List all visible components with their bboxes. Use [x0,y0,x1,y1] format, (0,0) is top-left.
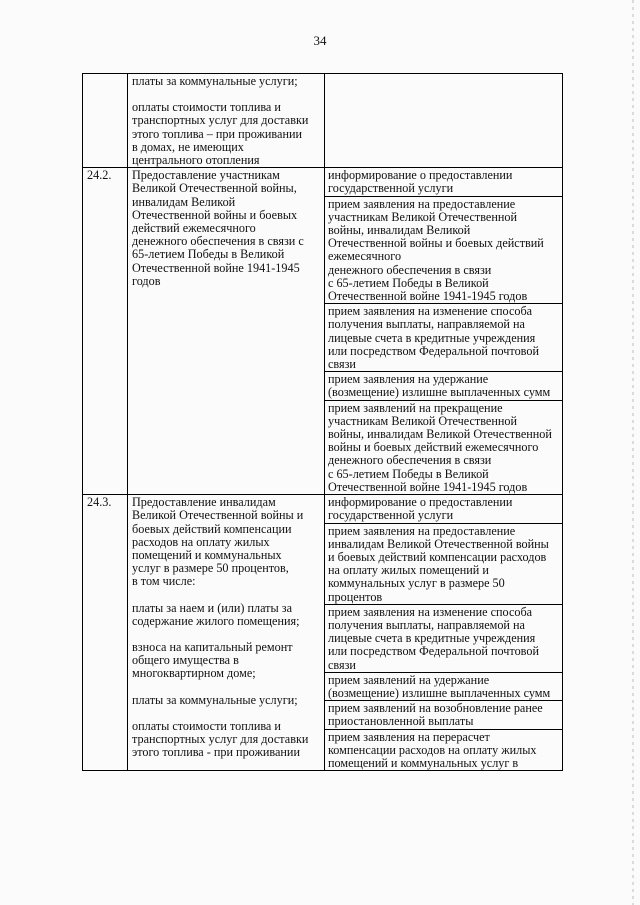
service-step-text: информирование о предоставлении государственной услуги [328,168,513,196]
service-steps-cell [325,495,563,771]
service-steps-cell [325,74,563,168]
service-step-text: прием заявлений на возобновление ранее приостановленной выплаты [328,701,543,729]
services-table [82,73,563,771]
service-step [325,401,562,494]
services-table-body [83,74,563,771]
description-paragraph: оплаты стоимости топлива и транспортных услуг для доставки этого топлива - при проживании [132,718,309,760]
service-step [325,197,562,305]
scan-edge [632,0,634,905]
description-paragraph: платы за коммунальные услуги; [132,74,298,88]
description-paragraph: взноса на капитальный ремонт общего имущества в многоквартирном доме; [132,639,293,681]
service-step [325,701,562,729]
service-step [325,304,562,372]
service-step-text: прием заявления на удержание (возмещение) излишне выплаченных сумм [328,372,551,400]
row-number [83,74,128,168]
service-step-text: прием заявления на предоставление участникам Великой Отечественной войны, инвалидам Великой Отечественной войны и боевых действий ежемесячного денежного обеспечения в связи с 65-летием Победы в Великой Отечественной войне 1941-1945 годов [328,196,544,304]
table-row [83,74,563,168]
description-paragraph: платы за коммунальные услуги; [132,692,298,707]
service-step-text: информирование о предоставлении государственной услуги [328,495,513,523]
service-step [325,524,562,605]
service-steps-cell [325,168,563,495]
service-description-cell [128,74,325,168]
service-step [325,673,562,701]
service-step-text: прием заявлений на прекращение участникам Великой Отечественной войны, инвалидам Великой Отечественной войны и боевых действий ежемесячного денежного обеспечения в связи с 65-летием Победы в Великой Отечественной войне 1941-1945 годов [328,400,552,494]
service-step [325,495,562,523]
page-number: 34 [313,33,327,48]
row-number: 24.3. [83,495,128,771]
service-step [325,730,562,771]
service-step-text: прием заявления на изменение способа получения выплаты, направляемой на лицевые счета в кредитные учреждения или посредством Федеральной почтовой связи [328,304,539,372]
table-row [83,168,563,495]
service-step [325,168,562,196]
service-step-text: прием заявления на изменение способа получения выплаты, направляемой на лицевые счета в кредитные учреждения или посредством Федеральной почтовой связи [328,604,539,672]
service-description-cell [128,168,325,495]
description-paragraph: платы за наем и (или) платы за содержание жилого помещения; [132,600,300,628]
table-row [83,495,563,771]
service-step-text: прием заявления на предоставление инвалидам Великой Отечественной войны и боевых действий компенсации расходов на оплату жилых помещений и коммунальных услуг в размере 50 процентов [328,523,549,604]
service-description-cell [128,495,325,771]
service-step [325,372,562,400]
service-step [325,605,562,673]
service-step-text: прием заявления на перерасчет компенсации расходов на оплату жилых помещений и коммунальных услуг в [328,729,537,770]
row-number: 24.2. [83,168,128,495]
services-table-frame [82,73,563,905]
description-paragraph: Предоставление участникам Великой Отечественной войны, инвалидам Великой Отечественной войны и боевых действий ежемесячного денежного обеспечения в связи с 65-летием Победы в Великой Отечественной войне 1941-1945 годов [132,168,304,288]
description-paragraph: Предоставление инвалидам Великой Отечественной войны и боевых действий компенсации расходов на оплату жилых помещений и коммунальных услуг в размере 50 процентов, в том числе: [132,495,304,589]
service-step-text: прием заявлений на удержание (возмещение) излишне выплаченных сумм [328,672,551,700]
description-paragraph: оплаты стоимости топлива и транспортных услуг для доставки этого топлива – при проживании в домах, не имеющих центрального отопления [132,100,309,168]
